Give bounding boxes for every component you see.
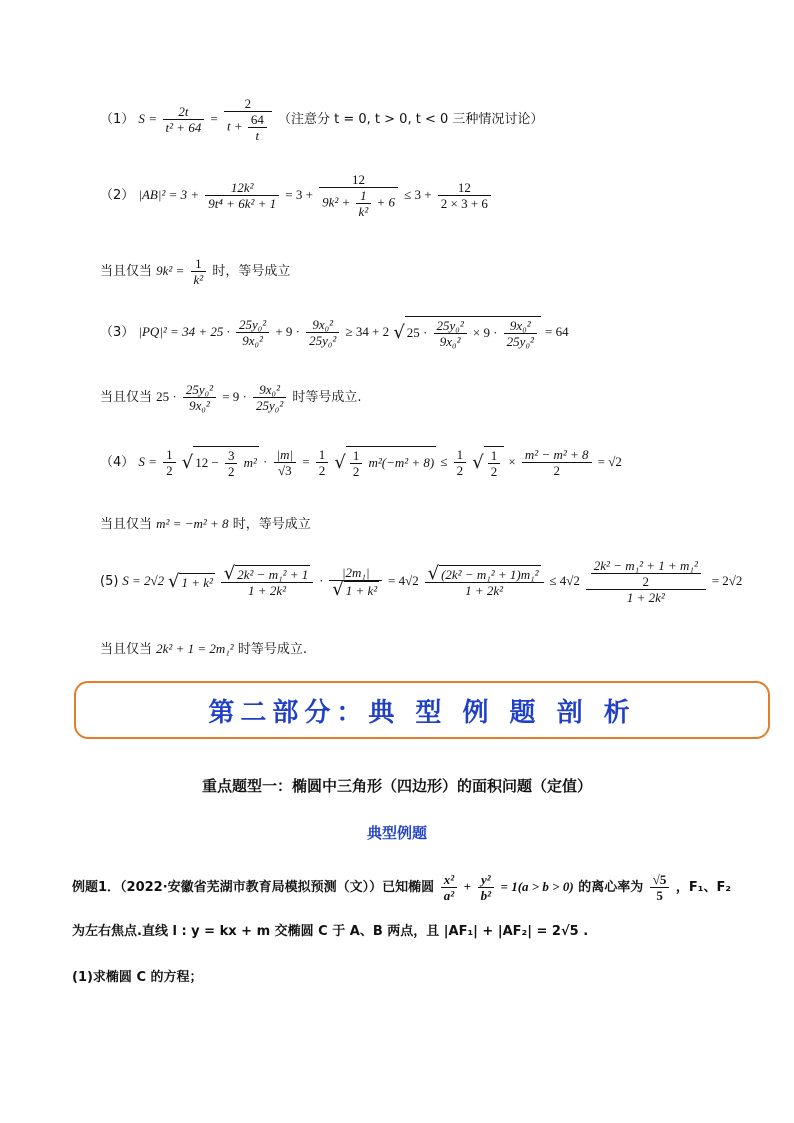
denominator: 2: [352, 464, 360, 479]
square-root: [472, 446, 504, 479]
denominator: 1 + 2k²: [626, 590, 665, 605]
fraction: [504, 318, 537, 349]
fraction: [306, 317, 339, 348]
condition-text: 当且仅当: [100, 264, 153, 279]
fraction: [329, 565, 382, 598]
math-text: m²: [243, 455, 257, 470]
note-text: （注意分 t = 0, t > 0, t < 0 三种情况讨论）: [278, 112, 544, 127]
fraction: [221, 565, 314, 598]
numerator: 2: [224, 96, 272, 112]
radical-sign: √: [168, 571, 180, 592]
denominator: 2: [227, 464, 235, 479]
section-heading: 重点题型一：椭圆中三角形（四边形）的面积问题（定值）: [201, 777, 592, 795]
math-text: = √2: [597, 454, 622, 469]
math-text: + 9 ·: [275, 324, 300, 339]
radicand: (2k² − m₁² + 1)m₁²: [441, 567, 539, 582]
radical-sign: √: [181, 452, 194, 473]
math-text: m² = −m² + 8: [156, 516, 229, 531]
numerator: [425, 565, 544, 583]
numerator: 1: [350, 448, 363, 464]
denominator: 25y₀²: [506, 334, 534, 349]
denominator: 2: [553, 463, 560, 478]
math-text: 25 ·: [406, 325, 428, 340]
numerator: 2t: [163, 104, 205, 120]
fraction: [224, 96, 272, 143]
radicand: [346, 446, 436, 479]
numerator: 3: [225, 448, 238, 464]
fraction: [434, 318, 467, 349]
denominator: 2: [166, 463, 173, 478]
fraction: [225, 448, 238, 479]
math-text: t +: [226, 118, 243, 134]
radicand: 2k² − m₁² + 1: [237, 567, 309, 582]
numerator: |m|: [274, 447, 297, 463]
math-text: =: [149, 111, 157, 126]
sub-heading: 典型例题: [366, 824, 427, 842]
equation-label: （3）: [100, 325, 135, 340]
math-text: 9k² =: [156, 263, 185, 278]
math-text: 2k² + 1 = 2m₁²: [156, 641, 234, 656]
math-text: = 9 ·: [222, 389, 247, 404]
radicand: [484, 446, 505, 479]
condition-text: 时等号成立.: [292, 390, 362, 405]
denominator: 25y₀²: [309, 333, 337, 348]
numerator: y²: [478, 872, 494, 888]
fraction: [236, 317, 269, 348]
square-root: [332, 581, 379, 598]
fraction: [356, 188, 372, 219]
numerator: [586, 558, 706, 590]
denominator: 1 + 2k²: [465, 583, 504, 598]
fraction: [650, 872, 670, 903]
denominator: 2: [318, 463, 326, 478]
math-text: |PQ|² = 34 + 25 ·: [138, 324, 230, 339]
equation-label: （1）: [100, 112, 135, 127]
example-text: 为左右焦点.直线 l : y = kx + m 交椭圆 C 于 A、B 两点，且 |AF₁| + |AF₂| = 2√5 .: [72, 924, 589, 939]
fraction: [205, 180, 279, 211]
numerator: √5: [650, 872, 670, 888]
numerator: 1: [316, 447, 329, 463]
equation-label: (5): [100, 574, 119, 589]
numerator: 1: [356, 188, 372, 204]
math-text: + 6: [376, 194, 395, 210]
banner-title: 第二部分：典 型 例 题 剖 析: [208, 697, 636, 728]
fraction: [248, 112, 267, 143]
square-root: [182, 446, 259, 479]
math-text: × 9 ·: [472, 325, 498, 340]
numerator: 1: [191, 256, 207, 272]
math-text: =: [210, 111, 218, 126]
denominator: t² + 64: [165, 120, 202, 135]
math-text: ≥ 34 + 2: [345, 324, 390, 339]
fraction: [586, 558, 706, 605]
fraction: [163, 447, 176, 478]
radical-sign: √: [393, 322, 405, 343]
numerator: 1: [163, 447, 176, 463]
example-question-1: [72, 966, 203, 985]
fraction: [191, 256, 207, 287]
example-text: ，F₁、F₂: [675, 880, 732, 895]
denominator: 5: [656, 888, 663, 903]
section-banner: [74, 681, 770, 739]
denominator: 9x₀²: [439, 334, 461, 349]
fraction: [274, 447, 297, 478]
radicand: 1 + k²: [181, 574, 213, 590]
fraction: [478, 872, 494, 903]
fraction: [591, 558, 701, 589]
math-text: S =: [138, 454, 157, 469]
condition-text: 时等号成立.: [237, 642, 307, 657]
condition-4: [100, 513, 311, 532]
numerator: 12k²: [205, 180, 279, 196]
numerator: 9x₀²: [306, 317, 339, 333]
math-text: 25 ·: [156, 389, 177, 404]
radical-sign: √: [332, 579, 344, 600]
square-root: [393, 316, 541, 349]
radicand: 1 + k²: [345, 583, 378, 598]
example-line-1: [72, 872, 731, 903]
radical-sign: √: [472, 452, 484, 473]
condition-3: [100, 382, 362, 413]
condition-2: [100, 256, 290, 287]
math-text: =: [302, 454, 310, 469]
denominator: [319, 188, 398, 219]
condition-text: 时，等号成立: [212, 264, 291, 279]
fraction: [425, 565, 544, 598]
math-text: S: [138, 111, 145, 126]
math-text: = 64: [545, 324, 569, 339]
denominator: [329, 581, 382, 598]
square-root: [428, 565, 541, 582]
denominator: [224, 112, 272, 143]
fraction: [441, 872, 457, 903]
denominator: a²: [443, 888, 455, 903]
condition-text: 时，等号成立: [232, 517, 311, 532]
math-text: 12 −: [195, 455, 219, 470]
equation-2: [100, 172, 493, 219]
math-text: = 1(a > b > 0): [500, 879, 574, 894]
math-text: ×: [508, 454, 516, 469]
math-text: +: [463, 879, 472, 894]
math-text: ·: [263, 454, 268, 469]
example-text: (1)求椭圆 C 的方程；: [72, 970, 203, 985]
numerator: m² − m² + 8: [522, 447, 592, 463]
math-text: ≤ 3 +: [404, 187, 432, 202]
denominator: 9x₀²: [242, 333, 263, 348]
radicand: [193, 446, 259, 479]
denominator: t: [255, 128, 260, 143]
radical-sign: √: [427, 563, 440, 584]
numerator: 12: [438, 180, 491, 196]
denominator: 9x₀²: [189, 398, 210, 413]
fraction: [163, 104, 205, 135]
condition-text: 当且仅当: [100, 390, 153, 405]
math-text: 9k² +: [322, 194, 351, 210]
example-text: 例题1．（2022·安徽省芜湖市教育局模拟预测（文））已知椭圆: [72, 880, 435, 895]
math-text: ·: [319, 573, 324, 588]
math-text: S = 2√2: [122, 573, 165, 588]
math-text: = 3 +: [285, 187, 313, 202]
denominator: k²: [193, 272, 204, 287]
radical-sign: √: [223, 563, 236, 584]
numerator: x²: [441, 872, 457, 888]
denominator: k²: [358, 204, 369, 219]
numerator: 25y₀²: [236, 317, 269, 333]
denominator: 9t⁴ + 6k² + 1: [208, 196, 277, 211]
numerator: 1: [488, 448, 501, 464]
fraction: [438, 180, 491, 211]
radical-sign: √: [334, 452, 346, 473]
equation-label: （2）: [100, 188, 135, 203]
example-text: 的离心率为: [578, 880, 644, 895]
equation-3: [100, 316, 569, 349]
equation-5: [100, 558, 742, 605]
denominator: 1 + 2k²: [248, 583, 286, 598]
numerator: |2m₁|: [329, 565, 382, 581]
equation-4: [100, 446, 622, 479]
math-text: ≤: [440, 454, 448, 469]
fraction: [319, 172, 398, 219]
denominator: b²: [480, 888, 491, 903]
numerator: 64: [248, 112, 267, 128]
numerator: 9x₀²: [253, 382, 286, 398]
math-text: |AB|² = 3 +: [138, 187, 200, 202]
numerator: 25y₀²: [183, 382, 216, 398]
fraction: [454, 447, 467, 478]
numerator: [221, 565, 314, 583]
fraction: [522, 447, 592, 478]
denominator: √3: [277, 463, 292, 478]
numerator: 12: [319, 172, 398, 188]
numerator: 1: [454, 447, 467, 463]
condition-text: 当且仅当: [100, 517, 153, 532]
radicand: [405, 316, 541, 349]
denominator: 2: [456, 463, 464, 478]
equation-label: （4）: [100, 455, 135, 470]
fraction: [488, 448, 501, 479]
fraction: [316, 447, 329, 478]
denominator: 2: [490, 464, 498, 479]
math-text: m²(−m² + 8): [368, 455, 435, 470]
math-text: = 4√2: [388, 573, 419, 588]
denominator: 25y₀²: [256, 398, 284, 413]
fraction: [253, 382, 286, 413]
denominator: 2: [642, 574, 650, 589]
numerator: 2k² − m₁² + 1 + m₁²: [591, 558, 701, 574]
numerator: 25y₀²: [434, 318, 467, 334]
denominator: 2 × 3 + 6: [440, 196, 488, 211]
square-root: [168, 571, 215, 592]
math-text: ≤ 4√2: [549, 573, 580, 588]
condition-5: [100, 638, 307, 657]
equation-1: [100, 96, 543, 143]
square-root: [224, 565, 311, 582]
square-root: [334, 446, 436, 479]
condition-text: 当且仅当: [100, 642, 153, 657]
numerator: 9x₀²: [504, 318, 537, 334]
fraction: [350, 448, 363, 479]
fraction: [183, 382, 216, 413]
math-text: = 2√2: [711, 573, 743, 588]
example-line-2: [72, 920, 588, 939]
